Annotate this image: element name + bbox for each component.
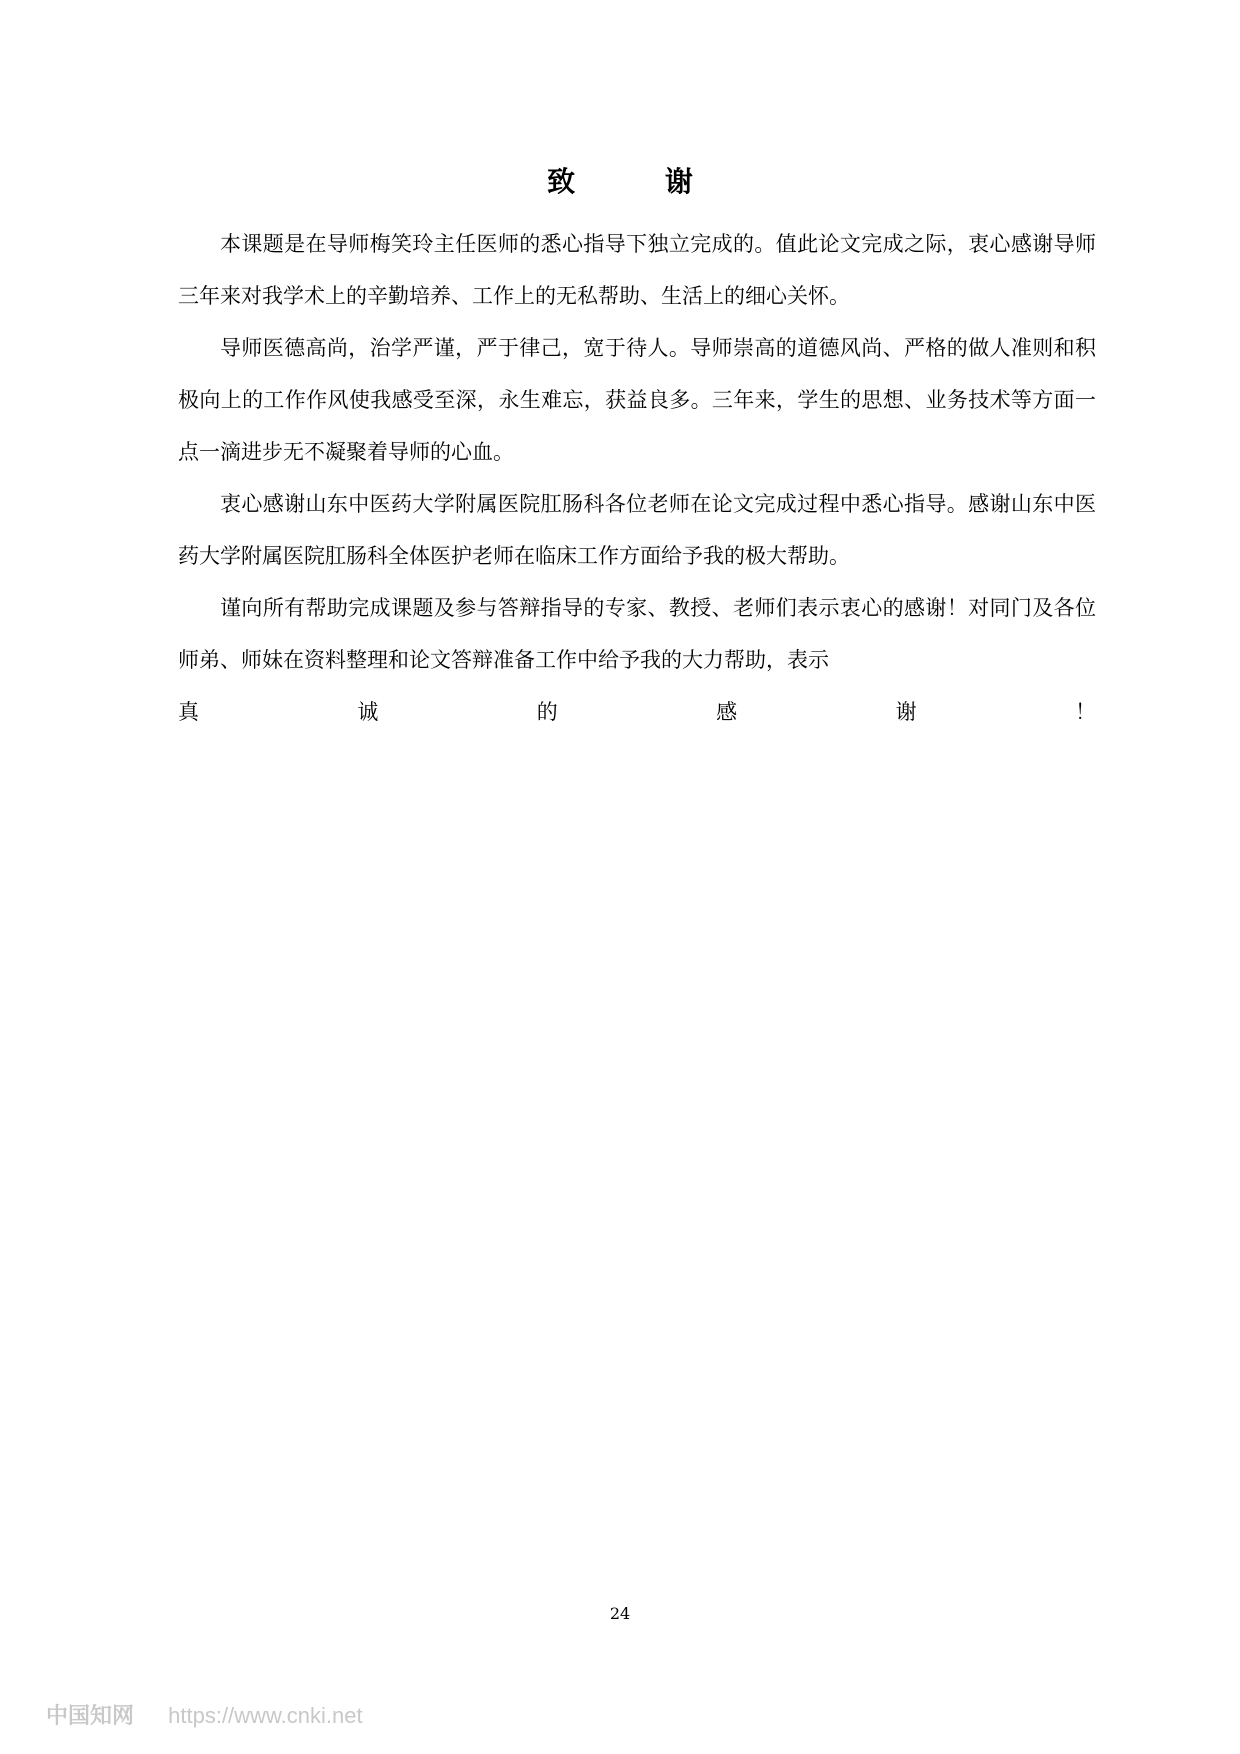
last-line-char: 诚 bbox=[357, 700, 379, 724]
cnki-watermark bbox=[46, 1699, 363, 1730]
paragraph-4: 谨向所有帮助完成课题及参与答辩指导的专家、教授、老师们表示衷心的感谢！对同门及各位师弟、师妹在资料整理和论文答辩准备工作中给予我的大力帮助，表示 bbox=[178, 596, 1096, 672]
watermark-url: https://www.cnki.net bbox=[168, 1703, 363, 1728]
paragraph-3: 衷心感谢山东中医药大学附属医院肛肠科各位老师在论文完成过程中悉心指导。感谢山东中医药大学附属医院肛肠科全体医护老师在临床工作方面给予我的极大帮助。 bbox=[178, 492, 1096, 568]
paragraph-2: 导师医德高尚，治学严谨，严于律己，宽于待人。导师崇高的道德风尚、严格的做人准则和积极向上的工作作风使我感受至深，永生难忘，获益良多。三年来，学生的思想、业务技术等方面一点一滴进步无不凝聚着导师的心血。 bbox=[178, 336, 1096, 464]
last-line-char: 谢 bbox=[895, 700, 917, 724]
last-line-char: 的 bbox=[536, 700, 558, 724]
paragraph-1: 本课题是在导师梅笑玲主任医师的悉心指导下独立完成的。值此论文完成之际，衷心感谢导师三年来对我学术上的辛勤培养、工作上的无私帮助、生活上的细心关怀。 bbox=[178, 232, 1096, 308]
last-line-char: 感 bbox=[716, 700, 738, 724]
page-number: 24 bbox=[609, 1604, 631, 1623]
body-text bbox=[178, 218, 1096, 738]
paragraph-4-last-line bbox=[178, 686, 1096, 738]
watermark-logo: 中国知网 bbox=[46, 1703, 135, 1728]
last-line-char: 真 bbox=[178, 700, 199, 724]
page-title: 致 谢 bbox=[547, 165, 733, 198]
last-line-char: ！ bbox=[1074, 700, 1096, 724]
